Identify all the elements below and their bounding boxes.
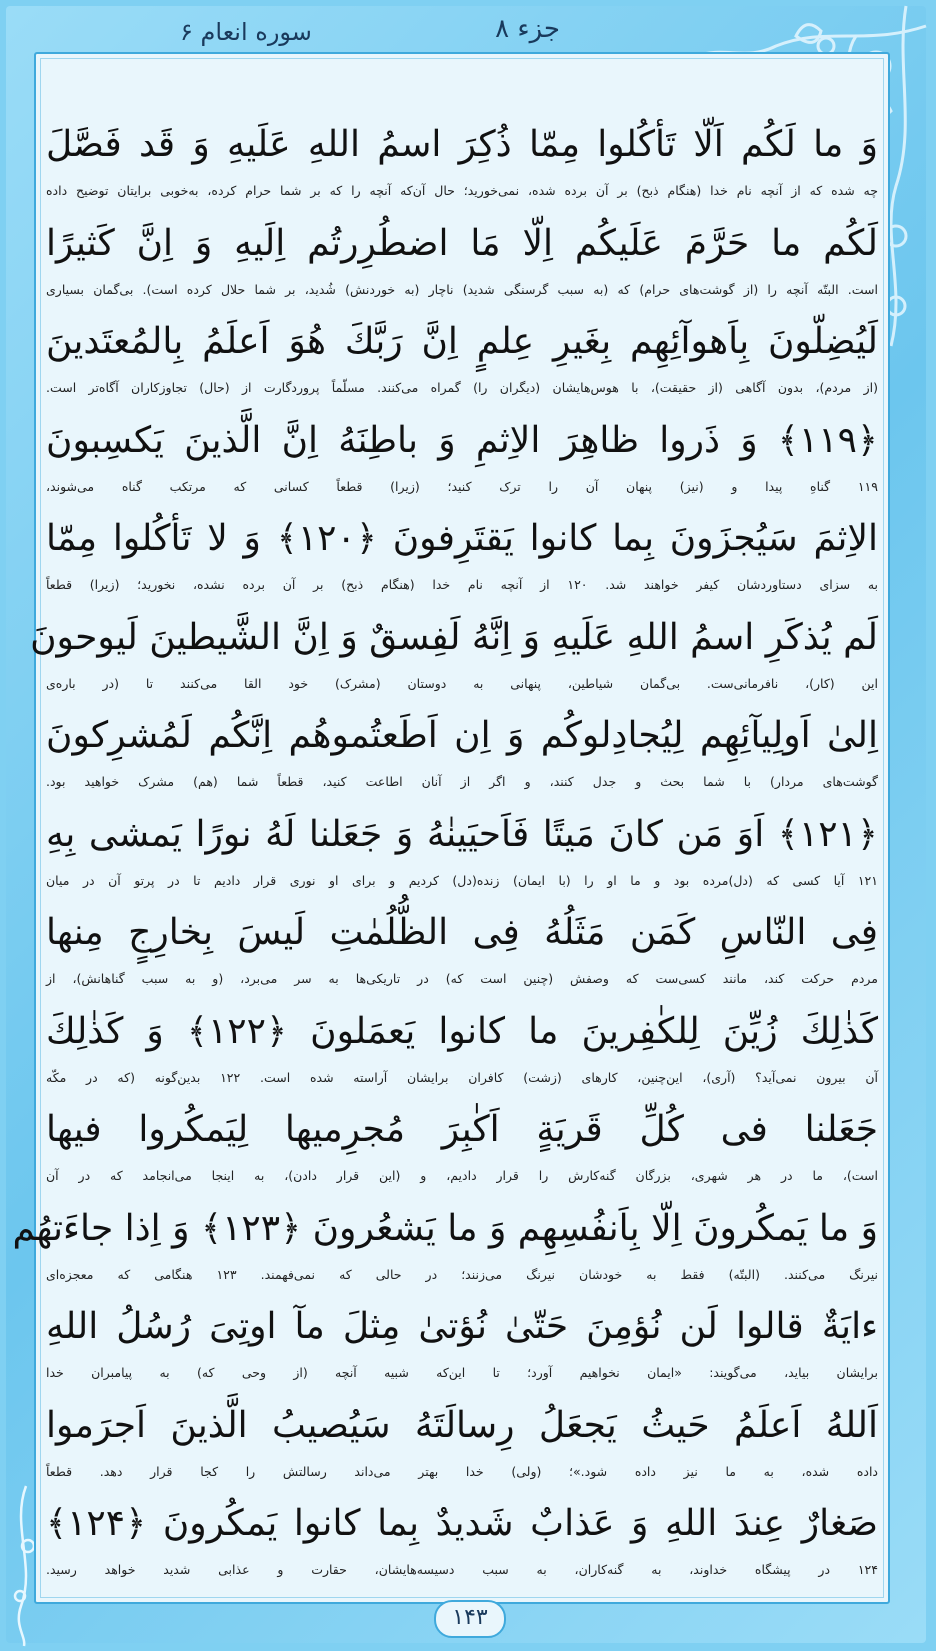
verse-line [46, 1296, 878, 1395]
arabic-text: جَعَلنا فى كُلِّ قَريَةٍ اَكٰبِرَ مُجرِميها لِيَمكُروا فيها [46, 1109, 878, 1150]
translation-text: برایشان بیاید، می‌گویند: «ایمان نخواهیم آورد؛ تا این‌که شبیه آنچه (از وحی که) به پیامبران خدا [46, 1365, 878, 1380]
verse-line [46, 1493, 878, 1592]
page-number-badge: ۱۴۳ [434, 1600, 506, 1638]
verse-line [46, 1001, 878, 1100]
arabic-text: لَكُم ما حَرَّمَ عَلَيكُم اِلّا مَا اضطُرِرتُم اِلَيهِ وَ اِنَّ كَثيرًا [46, 222, 878, 264]
arabic-text: وَ ما لَكُم اَلّا تَأكُلوا مِمّا ذُكِرَ اسمُ اللهِ عَلَيهِ وَ قَد فَصَّلَ [46, 124, 878, 165]
translation-text: ۱۲۱ آیا کسی که (دل)مرده بود و ما او را (با ایمان) زنده(دل) کردیم و برای او نوری قرار دادیم تا در پرتو آن در میان [46, 872, 878, 888]
quran-page [12, 52, 890, 1604]
verse-line [46, 508, 878, 607]
page-header [180, 10, 560, 54]
translation-text: داده شده، به ما نیز داده شود.»؛ (ولی) خدا بهتر می‌داند رسالتش را کجا قرار دهد. قطعاً [46, 1463, 878, 1479]
verse-line [12, 1198, 878, 1297]
arabic-text: اَللهُ اَعلَمُ حَيثُ يَجعَلُ رِسالَتَهُ سَيُصيبُ الَّذينَ اَجرَموا [46, 1404, 878, 1446]
translation-text: چه شده که از آنچه نام خدا (هنگام ذبح) بر آن برده شده، نمی‌خورید؛ حال آن‌که آنچه را که بر شما حرام کرده، به‌خوبی برایتان توضیح داده [46, 183, 878, 198]
arabic-text: ﴿۱۱۹﴾ وَ ذَروا ظاهِرَ الاِثمِ وَ باطِنَهُ اِنَّ الَّذينَ يَكسِبونَ [46, 419, 878, 461]
arabic-text: فِى النّاسِ كَمَن مَثَلُهُ فِى الظُّلُمٰتِ لَيسَ بِخارِجٍ مِنها [46, 912, 878, 953]
surah-label: سوره انعام ۶ [180, 18, 312, 46]
verse-line [30, 607, 878, 706]
arabic-text: وَ ما يَمكُرونَ اِلّا بِاَنفُسِهِم وَ ما يَشعُرونَ ﴿۱۲۳﴾ وَ اِذا جاءَتهُم [12, 1207, 878, 1249]
translation-text: گوشت‌های مردار) با شما بحث و جدل کنند، و اگر از آنان اطاعت کنید، قطعاً شما (هم) مشرک خواهید بود. [46, 774, 878, 789]
verse-line [46, 804, 878, 903]
juz-label: جزء ۸ [495, 14, 560, 44]
verse-line [46, 114, 878, 213]
arabic-text: اِلىٰ اَولِيآئِهِم لِيُجادِلوكُم وَ اِن اَطَعتُموهُم اِنَّكُم لَمُشرِكونَ [46, 715, 878, 756]
arabic-text: ءايَةٌ قالوا لَن نُؤمِنَ حَتّىٰ نُؤتىٰ مِثلَ مآ اوتِىَ رُسُلُ اللهِ [46, 1306, 878, 1347]
translation-text: آن بیرون نمی‌آید؟ (آری)، این‌چنین، کارهای (زشت) کافران برایشان آراسته شده است. ۱۲۲ بدین‌گونه (که در مکّه [46, 1069, 878, 1085]
verse-line [46, 213, 878, 312]
arabic-text: صَغارٌ عِندَ اللهِ وَ عَذابٌ شَديدٌ بِما كانوا يَمكُرونَ ﴿۱۲۴﴾ [46, 1503, 878, 1544]
translation-text: است)، ما در هر شهری، بزرگان گنه‌کارش را قرار دادیم، و (این قرار دادن)، به اینجا می‌انجامد که در آن [46, 1168, 878, 1183]
arabic-text: لَم يُذكَرِ اسمُ اللهِ عَلَيهِ وَ اِنَّهُ لَفِسقٌ وَ اِنَّ الشَّيطينَ لَيوحونَ [30, 616, 878, 658]
translation-text: ۱۲۴ در پیشگاه خداوند، به گنه‌کاران، به سبب دسیسه‌هایشان، حقارت و عذابی شدید خواهد رسید. [46, 1562, 878, 1577]
verse-line [46, 1099, 878, 1198]
arabic-text: كَذٰلِكَ زُيِّنَ لِلكٰفِرينَ ما كانوا يَعمَلونَ ﴿۱۲۲﴾ وَ كَذٰلِكَ [46, 1010, 878, 1052]
translation-text: مردم حرکت کند، مانند کسی‌ست که وصفش (چنین است که) در تاریکی‌ها به سر می‌برد، (و به سبب گناهانش)، از [46, 971, 878, 986]
translation-text: نیرنگ می‌کنند. (البتّه) فقط به خودشان نیرنگ می‌زنند؛ در حالی که نمی‌فهمند. ۱۲۳ هنگامی که معجزه‌ای [46, 1266, 878, 1282]
arabic-text: الاِثمَ سَيُجزَونَ بِما كانوا يَقتَرِفونَ ﴿۱۲۰﴾ وَ لا تَأكُلوا مِمّا [46, 518, 878, 559]
verse-line [46, 705, 878, 804]
translation-text: به سزای دستاوردشان کیفر خواهند شد. ۱۲۰ از آنچه نام خدا (هنگام ذبح) بر آن برده نشده، نخورید؛ (زیرا) قطعاً [46, 577, 879, 592]
verse-line [46, 902, 878, 1001]
arabic-text: لَيُضِلّونَ بِاَهوآئِهِم بِغَيرِ عِلمٍ اِنَّ رَبَّكَ هُوَ اَعلَمُ بِالمُعتَدينَ [46, 321, 878, 362]
verse-lines [12, 114, 879, 1592]
verse-line [46, 410, 878, 509]
verse-line [46, 1395, 878, 1494]
translation-text: (از مردم)، بدون آگاهی (از حقیقت)، با هوس‌هایشان (دیگران را) گمراه می‌کنند. مسلّماً پروردگارت از (حال) تجاوزکاران آگاه‌تر است. [46, 380, 878, 395]
translation-text: این (کار)، نافرمانی‌ست. بی‌گمان شیاطین، پنهانی به دوستان (مشرک) خود القا می‌کنند تا (در باره‌ی [46, 675, 878, 691]
translation-text: ۱۱۹ گناهِ پیدا و (نیز) پنهان آن را ترک کنید؛ (زیرا) قطعاً کسانی که مرتکب گناه می‌شوند، [46, 478, 878, 494]
translation-text: است. البتّه آنچه را (از گوشت‌های حرام) که (به سبب گرسنگی شدید) ناچار (به خوردنش) شُدید، بر شما حلال کرده است). بی‌گمان بسیاری [46, 281, 878, 297]
arabic-text: ﴿۱۲۱﴾ اَوَ مَن كانَ مَيتًا فَاَحيَينٰهُ وَ جَعَلنا لَهُ نورًا يَمشى بِهِ [46, 813, 878, 855]
verse-line [46, 311, 878, 410]
